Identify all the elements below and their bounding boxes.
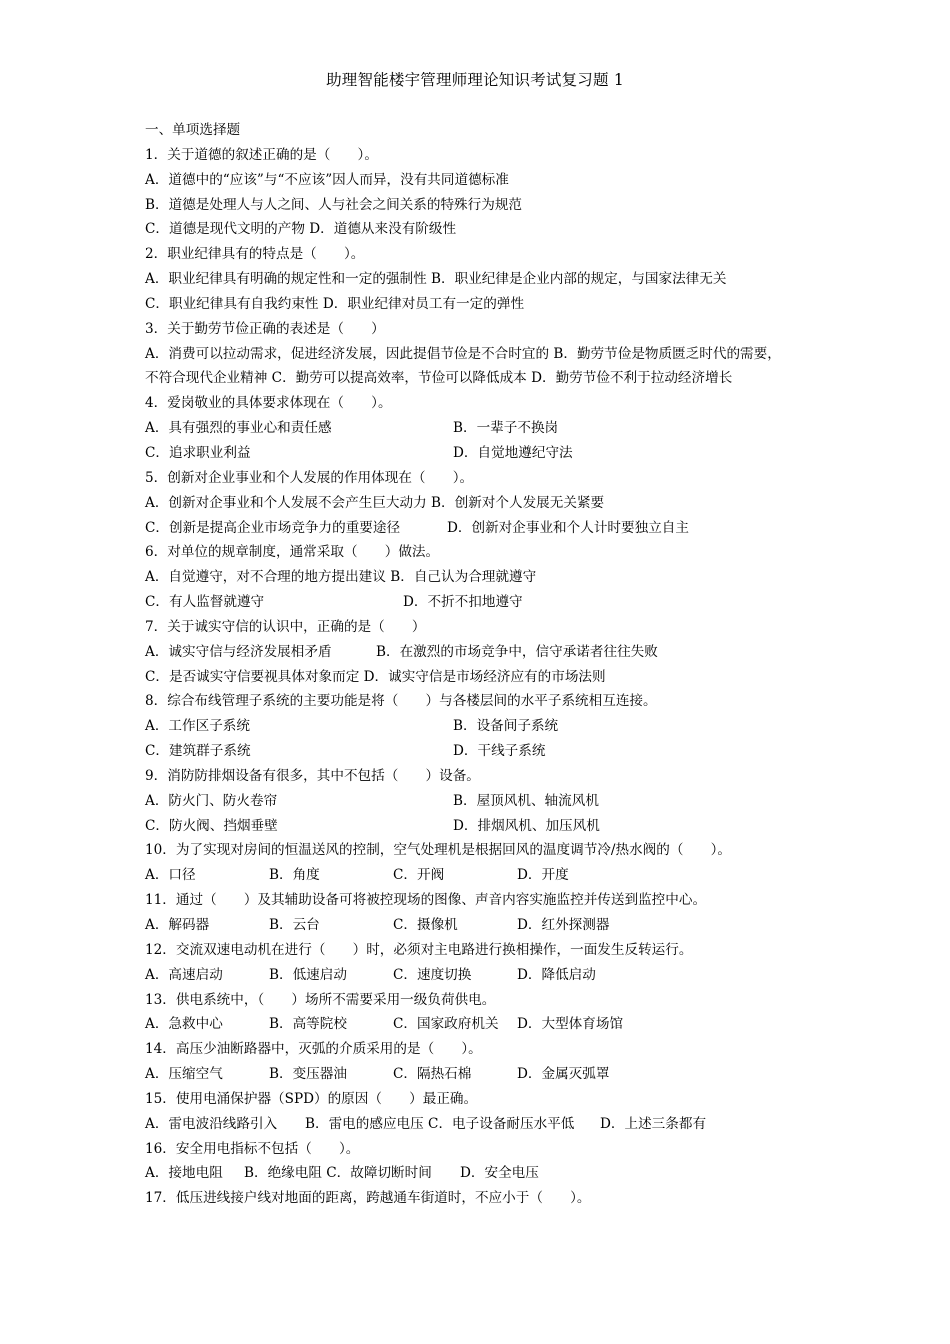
text-line: [145, 317, 825, 342]
line-segment: B．道德是处理人与人之间、人与社会之间关系的特殊行为规范: [145, 196, 523, 213]
text-line: [145, 540, 825, 565]
line-segment: B．设备间子系统: [453, 718, 559, 735]
line-segment: A．雷电波沿线路引入: [145, 1115, 278, 1132]
text-line: [145, 516, 825, 541]
line-segment: D．不折不扣地遵守: [403, 594, 523, 611]
line-segment: D．自觉地遵纪守法: [453, 444, 573, 461]
text-line: [145, 615, 825, 640]
line-segment: D．红外探测器: [517, 917, 610, 933]
line-segment: 7．关于诚实守信的认识中，正确的是（ ）: [145, 618, 426, 635]
text-line: [145, 1161, 825, 1186]
text-line: [145, 739, 825, 764]
line-segment: 一、单项选择题: [145, 122, 241, 138]
line-segment: C．开阀: [393, 867, 445, 884]
line-segment: A．消费可以拉动需求，促进经济发展，因此提倡节俭是不合时宜的 B．勤劳节俭是物质匮乏时代的需要，: [145, 345, 781, 362]
line-segment: 5．创新对企业事业和个人发展的作用体现在（ ）。: [145, 469, 474, 486]
line-segment: C．建筑群子系统: [145, 743, 251, 760]
text-line: [145, 938, 825, 963]
text-line: [145, 491, 825, 516]
text-line: [145, 789, 825, 814]
text-line: [145, 1186, 825, 1211]
line-segment: 1．关于道德的叙述正确的是（ ）。: [145, 146, 378, 163]
line-segment: A．防火门、防火卷帘: [145, 792, 278, 809]
line-segment: C．道德是现代文明的产物 D．道德从来没有阶级性: [145, 221, 457, 238]
line-segment: A．具有强烈的事业心和责任感: [145, 420, 332, 437]
line-segment: 11．通过（ ）及其辅助设备可将被控现场的图像、声音内容实施监控并传送到监控中心。: [145, 892, 707, 909]
text-line: [145, 391, 825, 416]
line-segment: 16．安全用电指标不包括（ ）。: [145, 1140, 360, 1157]
line-segment: C．是否诚实守信要视具体对象而定 D．诚实守信是市场经济应有的市场法则: [145, 668, 606, 685]
text-line: [145, 466, 825, 491]
line-segment: B．雷电的感应电压 C．电子设备耐压水平低: [305, 1115, 575, 1132]
text-line: [145, 814, 825, 839]
line-segment: C．追求职业利益: [145, 444, 251, 461]
line-segment: D．干线子系统: [453, 743, 546, 760]
line-segment: 6．对单位的规章制度，通常采取（ ）做法。: [145, 544, 440, 561]
line-segment: 10．为了实现对房间的恒温送风的控制，空气处理机是根据回风的温度调节冷/热水阀的（ ）。: [145, 842, 732, 859]
line-segment: B．在激烈的市场竞争中，信守承诺者往往失败: [376, 643, 658, 660]
line-segment: D．上述三条都有: [600, 1115, 707, 1132]
line-segment: 2．职业纪律具有的特点是（ ）。: [145, 246, 365, 263]
text-line: [145, 888, 825, 913]
line-segment: A．压缩空气: [145, 1066, 223, 1083]
line-segment: 13．供电系统中，（ ）场所不需要采用一级负荷供电。: [145, 991, 496, 1008]
line-segment: A．道德中的“应该”与“不应该”因人而异，没有共同道德标准: [145, 171, 509, 188]
section-heading: [145, 118, 825, 143]
line-segment: 不符合现代企业精神 C．勤劳可以提高效率，节俭可以降低成本 D．勤劳节俭不利于拉动经济增长: [145, 370, 733, 387]
text-line: [145, 838, 825, 863]
line-segment: 12．交流双速电动机在进行（ ）时，必须对主电路进行换相操作，一面发生反转运行。: [145, 941, 693, 958]
text-line: [145, 267, 825, 292]
line-segment: C．国家政府机关: [393, 1016, 499, 1033]
line-segment: A．自觉遵守，对不合理的地方提出建议 B．自己认为合理就遵守: [145, 569, 537, 586]
line-segment: 8．综合布线管理子系统的主要功能是将（ ）与各楼层间的水平子系统相互连接。: [145, 693, 657, 710]
text-line: [145, 689, 825, 714]
line-segment: A．创新对企事业和个人发展不会产生巨大动力 B．创新对个人发展无关紧要: [145, 494, 605, 511]
line-segment: B．一辈子不换岗: [453, 420, 559, 437]
text-line: [145, 1037, 825, 1062]
text-line: [145, 565, 825, 590]
text-line: [145, 416, 825, 441]
line-segment: A．接地电阻: [145, 1165, 223, 1182]
line-segment: D．开度: [517, 867, 569, 884]
text-line: [145, 988, 825, 1013]
text-line: [145, 764, 825, 789]
text-line: [145, 590, 825, 615]
line-segment: C．隔热石棉: [393, 1066, 472, 1083]
line-segment: A．诚实守信与经济发展相矛盾: [145, 643, 332, 660]
text-line: [145, 1137, 825, 1162]
text-line: [145, 441, 825, 466]
text-line: [145, 863, 825, 888]
text-line: [145, 217, 825, 242]
text-line: [145, 143, 825, 168]
line-segment: 14．高压少油断路器中，灭弧的介质采用的是（ ）。: [145, 1041, 482, 1058]
text-line: [145, 1087, 825, 1112]
line-segment: A．高速启动: [145, 966, 223, 983]
line-segment: A．职业纪律具有明确的规定性和一定的强制性 B．职业纪律是企业内部的规定，与国家法律无关: [145, 271, 727, 288]
page-title: 助理智能楼宇管理师理论知识考试复习题 1: [326, 71, 624, 89]
line-segment: A．急救中心: [145, 1016, 223, 1033]
text-line: [145, 366, 825, 391]
line-segment: C．摄像机: [393, 917, 458, 933]
text-line: [145, 168, 825, 193]
line-segment: B．角度: [269, 867, 320, 884]
text-line: [145, 342, 825, 367]
line-segment: C．职业纪律具有自我约束性 D．职业纪律对员工有一定的弹性: [145, 295, 525, 312]
text-line: [145, 963, 825, 988]
line-segment: B．变压器油: [269, 1066, 347, 1083]
line-segment: B．低速启动: [269, 966, 347, 983]
text-line: [145, 714, 825, 739]
line-segment: D．排烟风机、加压风机: [453, 817, 600, 834]
line-segment: C．有人监督就遵守: [145, 594, 265, 611]
line-segment: B．屋顶风机、轴流风机: [453, 792, 599, 809]
line-segment: B．云台: [269, 917, 320, 933]
line-segment: B．高等院校: [269, 1016, 347, 1033]
line-segment: B．绝缘电阻 C．故障切断时间: [244, 1165, 432, 1182]
line-segment: D．大型体育场馆: [517, 1016, 624, 1033]
line-segment: D．创新对企事业和个人计时要独立自主: [447, 519, 689, 536]
line-segment: 9．消防防排烟设备有很多，其中不包括（ ）设备。: [145, 767, 480, 784]
text-line: [145, 242, 825, 267]
text-line: [145, 1012, 825, 1037]
question-list: [145, 118, 825, 1211]
text-line: [145, 292, 825, 317]
line-segment: A．解码器: [145, 917, 210, 933]
text-line: [145, 1112, 825, 1137]
line-segment: C．速度切换: [393, 966, 472, 983]
text-line: [145, 665, 825, 690]
line-segment: D．安全电压: [460, 1165, 539, 1182]
line-segment: 4．爱岗敬业的具体要求体现在（ ）。: [145, 395, 392, 412]
line-segment: C．防火阀、挡烟垂壁: [145, 817, 278, 834]
line-segment: A．工作区子系统: [145, 718, 250, 735]
text-line: [145, 640, 825, 665]
line-segment: 3．关于勤劳节俭正确的表述是（ ）: [145, 320, 385, 337]
text-line: [145, 1062, 825, 1087]
line-segment: 15．使用电涌保护器（SPD）的原因（ ）最正确。: [145, 1090, 478, 1107]
text-line: [145, 913, 825, 938]
line-segment: A．口径: [145, 867, 196, 884]
line-segment: C．创新是提高企业市场竞争力的重要途径: [145, 519, 401, 536]
line-segment: D．金属灭弧罩: [517, 1066, 610, 1083]
line-segment: D．降低启动: [517, 966, 596, 983]
text-line: [145, 193, 825, 218]
line-segment: 17．低压进线接户线对地面的距离，跨越通车街道时，不应小于（ ）。: [145, 1190, 591, 1207]
